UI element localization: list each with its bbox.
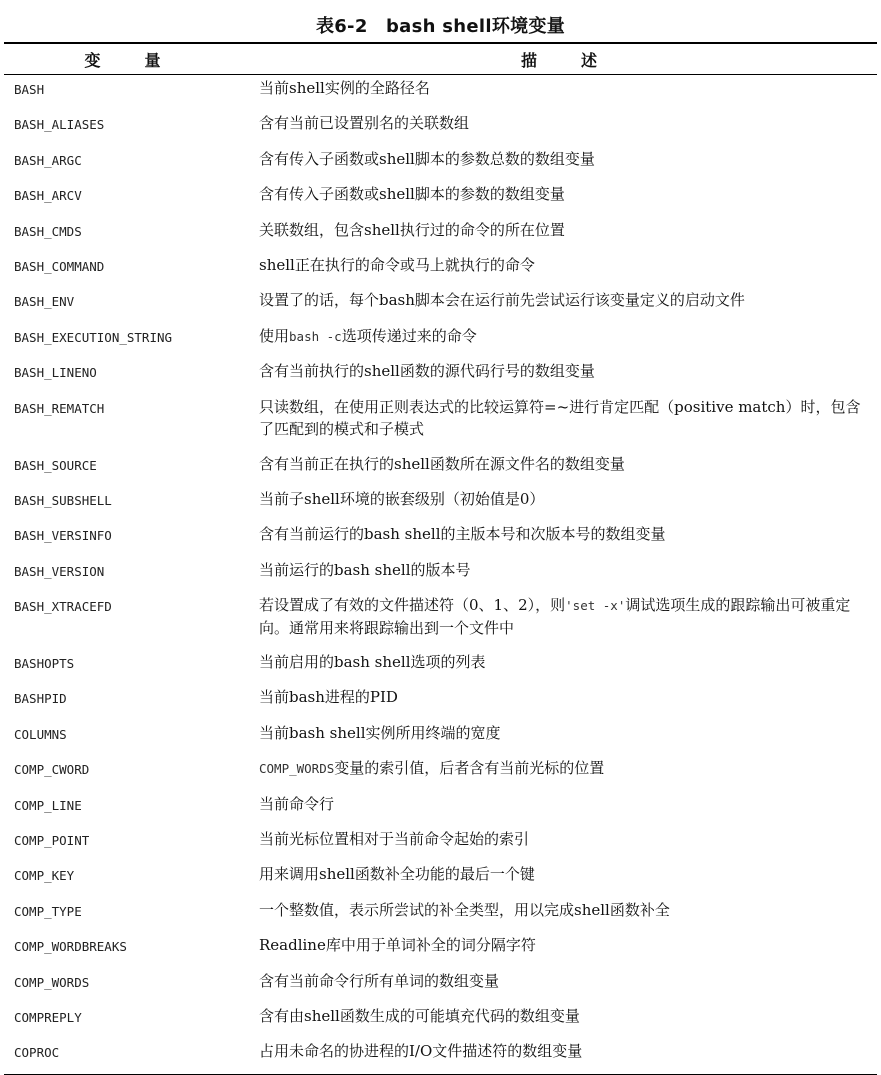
variable-description: shell正在执行的命令或马上就执行的命令 (259, 255, 535, 274)
table-row (4, 252, 877, 287)
variable-description: 含有当前运行的bash shell的主版本号和次版本号的数组变量 (259, 525, 666, 544)
table-row (4, 323, 877, 358)
table-body (4, 75, 877, 1075)
description-text: 使用 (259, 326, 290, 345)
table-row (4, 968, 877, 1003)
variable-name: COMP_POINT (14, 833, 90, 849)
table-row (4, 181, 877, 216)
variable-description: 设置了的话，每个bash脚本会在运行前先尝试运行该变量定义的启动文件 (259, 291, 745, 310)
variable-description: Readline库中用于单词补全的词分隔字符 (259, 936, 536, 955)
variable-name: BASH_ALIASES (14, 117, 105, 133)
variable-description (255, 323, 877, 358)
table-row (4, 486, 877, 521)
variable-description: 关联数组，包含shell执行过的命令的所在位置 (259, 220, 565, 239)
variable-description: 当前运行的bash shell的版本号 (259, 560, 471, 579)
variable-description: 当前shell实例的全路径名 (259, 79, 430, 97)
variable-name: BASH_CMDS (14, 223, 82, 239)
variable-name: BASH (14, 82, 45, 97)
variable-name: BASH_COMMAND (14, 258, 105, 274)
variable-description: 当前bash进程的PID (259, 688, 398, 707)
variable-description: 当前命令行 (259, 794, 335, 813)
variable-name: BASH_VERSINFO (14, 528, 112, 544)
table-row (4, 1038, 877, 1074)
description-text: 变量的索引值，后者含有当前光标的位置 (334, 759, 605, 778)
variable-description: 含有当前执行的shell函数的源代码行号的数组变量 (259, 362, 595, 381)
description-text: 若设置成了有效的文件描述符（0、1、2），则 (259, 596, 566, 615)
variable-name: BASH_XTRACEFD (14, 599, 112, 615)
variable-description: 用来调用shell函数补全功能的最后一个键 (259, 865, 535, 884)
variable-name: BASH_ENV (14, 294, 75, 310)
variable-name: BASH_ARCV (14, 188, 82, 204)
env-var-table-container (4, 42, 877, 1075)
variable-description: 含有当前正在执行的shell函数所在源文件名的数组变量 (259, 454, 625, 473)
variable-description: 当前光标位置相对于当前命令起始的索引 (259, 830, 530, 849)
variable-name: COMP_CWORD (14, 762, 90, 778)
variable-description: 含有当前命令行所有单词的数组变量 (259, 971, 500, 990)
table-row (4, 826, 877, 861)
table-row (4, 358, 877, 393)
table-header (4, 43, 877, 75)
variable-name: COMPREPLY (14, 1009, 82, 1025)
variable-name: BASH_SOURCE (14, 457, 97, 473)
variable-name: BASH_ARGC (14, 152, 82, 168)
table-row (4, 897, 877, 932)
variable-description: 当前bash shell实例所用终端的宽度 (259, 723, 501, 742)
variable-name: BASHOPTS (14, 656, 75, 672)
variable-name: BASH_SUBSHELL (14, 492, 112, 508)
table-row (4, 146, 877, 181)
variable-name: BASH_VERSION (14, 563, 105, 579)
header-variable: 变 量 (4, 43, 255, 75)
table-row (4, 1003, 877, 1038)
description-text: 选项传递过来的命令 (341, 326, 477, 345)
variable-name: COPROC (4, 1038, 255, 1074)
variable-description: 含有传入子函数或shell脚本的参数的数组变量 (259, 185, 565, 204)
description-text: 调试选项生成的跟踪输出可被重定向。通常用来将跟踪输出到一个文件中 (259, 596, 851, 638)
variable-description: 含有当前已设置别名的关联数组 (259, 114, 470, 133)
table-row (4, 110, 877, 145)
table-row (4, 932, 877, 967)
table-row (4, 75, 877, 111)
variable-description: 一个整数值，表示所尝试的补全类型，用以完成shell函数补全 (259, 900, 670, 919)
env-var-table (4, 42, 877, 1075)
inline-code: COMP_WORDS (259, 761, 335, 777)
variable-name: BASH_REMATCH (14, 400, 105, 416)
variable-name: COLUMNS (14, 726, 67, 742)
variable-name: BASH_LINENO (14, 365, 97, 381)
variable-name: COMP_WORDBREAKS (14, 939, 127, 955)
variable-name: COMP_WORDS (14, 974, 90, 990)
variable-name: COMP_LINE (14, 797, 82, 813)
table-row (4, 521, 877, 556)
header-description: 描 述 (255, 43, 877, 75)
table-row (4, 649, 877, 684)
variable-description: 含有由shell函数生成的可能填充代码的数组变量 (259, 1006, 580, 1025)
table-row (4, 684, 877, 719)
table-row (4, 217, 877, 252)
variable-description: 当前子shell环境的嵌套级别（初始值是0） (259, 489, 545, 508)
table-row (4, 557, 877, 592)
table-row (4, 861, 877, 896)
table-row (4, 287, 877, 322)
variable-name: BASHPID (14, 691, 67, 707)
inline-code: 'set -x' (565, 598, 626, 614)
variable-description: 含有传入子函数或shell脚本的参数总数的数组变量 (259, 149, 595, 168)
table-row (4, 755, 877, 790)
variable-description: 当前启用的bash shell选项的列表 (259, 653, 486, 672)
table-row (4, 394, 877, 451)
variable-description (255, 592, 877, 649)
variable-description (255, 755, 877, 790)
variable-description: 占用未命名的协进程的I/O文件描述符的数组变量 (255, 1038, 877, 1074)
table-caption: 表6-2 bash shell环境变量 (315, 16, 566, 37)
table-row (4, 592, 877, 649)
variable-name: COMP_KEY (14, 868, 75, 884)
variable-description: 只读数组，在使用正则表达式的比较运算符=~进行肯定匹配（positive match）时，包含了匹配到的模式和子模式 (259, 397, 861, 438)
variable-name: COMP_TYPE (14, 903, 82, 919)
table-row (4, 720, 877, 755)
table-row (4, 791, 877, 826)
table-row (4, 451, 877, 486)
inline-code: bash -c (289, 328, 342, 344)
variable-name: BASH_EXECUTION_STRING (14, 329, 173, 345)
